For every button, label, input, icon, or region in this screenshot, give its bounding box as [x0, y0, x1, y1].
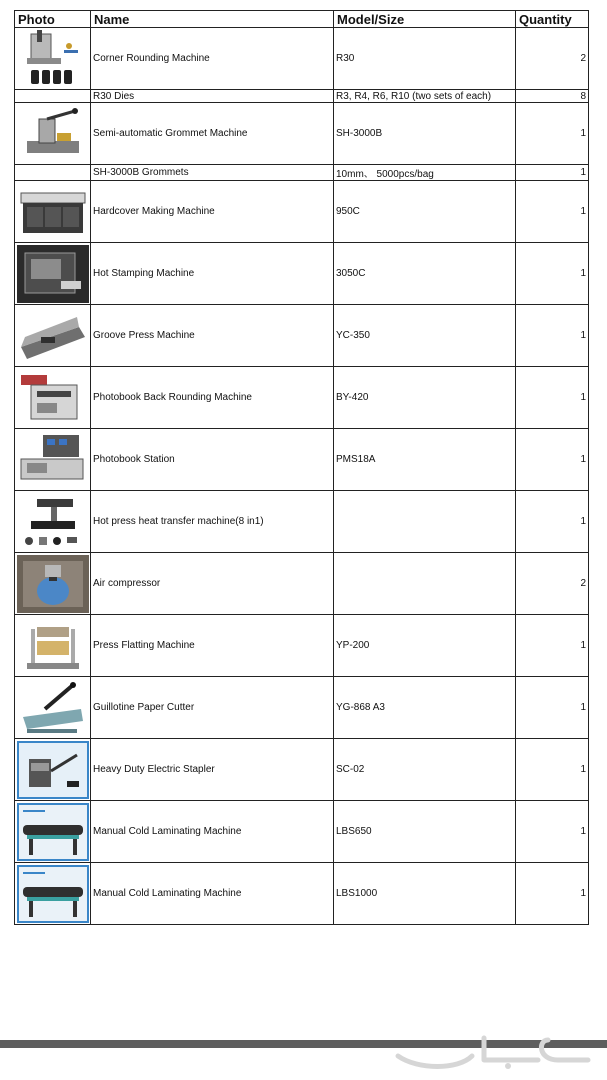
product-photo — [15, 863, 91, 925]
product-quantity: 1 — [516, 429, 589, 491]
table-row — [15, 103, 589, 165]
product-photo — [15, 739, 91, 801]
table-row — [15, 739, 589, 801]
product-name: Manual Cold Laminating Machine — [91, 863, 334, 925]
table-row — [15, 429, 589, 491]
product-name: Hot Stamping Machine — [91, 243, 334, 305]
equipment-table — [14, 10, 589, 925]
product-photo — [15, 491, 91, 553]
cold-laminator-icon — [17, 803, 89, 861]
product-model: 3050C — [334, 243, 516, 305]
table-row — [15, 615, 589, 677]
product-quantity: 1 — [516, 491, 589, 553]
product-name: R30 Dies — [91, 90, 334, 103]
table-row — [15, 863, 589, 925]
product-quantity: 8 — [516, 90, 589, 103]
product-model: YC-350 — [334, 305, 516, 367]
product-photo — [15, 28, 91, 90]
table-row — [15, 243, 589, 305]
product-photo — [15, 553, 91, 615]
product-model: BY-420 — [334, 367, 516, 429]
header-row — [15, 11, 589, 28]
table-row — [15, 28, 589, 90]
photobook-station-icon — [17, 431, 89, 489]
product-model: 950C — [334, 181, 516, 243]
product-name: Press Flatting Machine — [91, 615, 334, 677]
product-model: R3, R4, R6, R10 (two sets of each) — [334, 90, 516, 103]
table-row — [15, 90, 589, 103]
table-row — [15, 181, 589, 243]
hot-stamping-icon — [17, 245, 89, 303]
product-quantity: 2 — [516, 28, 589, 90]
product-photo — [15, 615, 91, 677]
header-photo: Photo — [15, 11, 91, 28]
product-quantity: 2 — [516, 553, 589, 615]
product-photo — [15, 165, 91, 181]
product-photo — [15, 243, 91, 305]
table-row — [15, 305, 589, 367]
hardcover-machine-icon — [17, 183, 89, 241]
product-name: Corner Rounding Machine — [91, 28, 334, 90]
product-name: Heavy Duty Electric Stapler — [91, 739, 334, 801]
product-name: Manual Cold Laminating Machine — [91, 801, 334, 863]
product-model: LBS650 — [334, 801, 516, 863]
product-model: 10mm、 5000pcs/bag — [334, 165, 516, 181]
product-model: PMS18A — [334, 429, 516, 491]
product-photo — [15, 181, 91, 243]
product-quantity: 1 — [516, 367, 589, 429]
product-model: YP-200 — [334, 615, 516, 677]
electric-stapler-icon — [17, 741, 89, 799]
heat-press-icon — [17, 493, 89, 551]
product-quantity: 1 — [516, 677, 589, 739]
product-name: Hot press heat transfer machine(8 in1) — [91, 491, 334, 553]
product-name: Photobook Back Rounding Machine — [91, 367, 334, 429]
product-photo — [15, 429, 91, 491]
product-quantity: 1 — [516, 103, 589, 165]
product-name: Semi-automatic Grommet Machine — [91, 103, 334, 165]
product-quantity: 1 — [516, 863, 589, 925]
air-compressor-icon — [17, 555, 89, 613]
product-name: Hardcover Making Machine — [91, 181, 334, 243]
guillotine-cutter-icon — [17, 679, 89, 737]
table-row — [15, 165, 589, 181]
header-quantity: Quantity — [516, 11, 589, 28]
product-model: R30 — [334, 28, 516, 90]
product-name: Photobook Station — [91, 429, 334, 491]
product-model — [334, 553, 516, 615]
product-quantity: 1 — [516, 243, 589, 305]
product-model — [334, 491, 516, 553]
product-name: Air compressor — [91, 553, 334, 615]
table-row — [15, 553, 589, 615]
table-row — [15, 677, 589, 739]
product-quantity: 1 — [516, 181, 589, 243]
back-rounding-icon — [17, 369, 89, 427]
header-model: Model/Size — [334, 11, 516, 28]
product-photo — [15, 90, 91, 103]
product-quantity: 1 — [516, 801, 589, 863]
product-name: Groove Press Machine — [91, 305, 334, 367]
press-flatting-icon — [17, 617, 89, 675]
table-row — [15, 367, 589, 429]
corner-rounder-icon — [17, 30, 89, 88]
product-name: Guillotine Paper Cutter — [91, 677, 334, 739]
header-name: Name — [91, 11, 334, 28]
product-quantity: 1 — [516, 739, 589, 801]
table-row — [15, 801, 589, 863]
haraj-logo-icon — [388, 1026, 594, 1074]
product-quantity: 1 — [516, 305, 589, 367]
cold-laminator-icon — [17, 865, 89, 923]
product-model: LBS1000 — [334, 863, 516, 925]
groove-press-icon — [17, 307, 89, 365]
product-photo — [15, 305, 91, 367]
product-photo — [15, 677, 91, 739]
product-model: SH-3000B — [334, 103, 516, 165]
product-quantity: 1 — [516, 165, 589, 181]
product-photo — [15, 367, 91, 429]
grommet-machine-icon — [17, 105, 89, 163]
table-row — [15, 491, 589, 553]
product-quantity: 1 — [516, 615, 589, 677]
product-photo — [15, 103, 91, 165]
product-model: YG-868 A3 — [334, 677, 516, 739]
product-model: SC-02 — [334, 739, 516, 801]
product-photo — [15, 801, 91, 863]
product-name: SH-3000B Grommets — [91, 165, 334, 181]
